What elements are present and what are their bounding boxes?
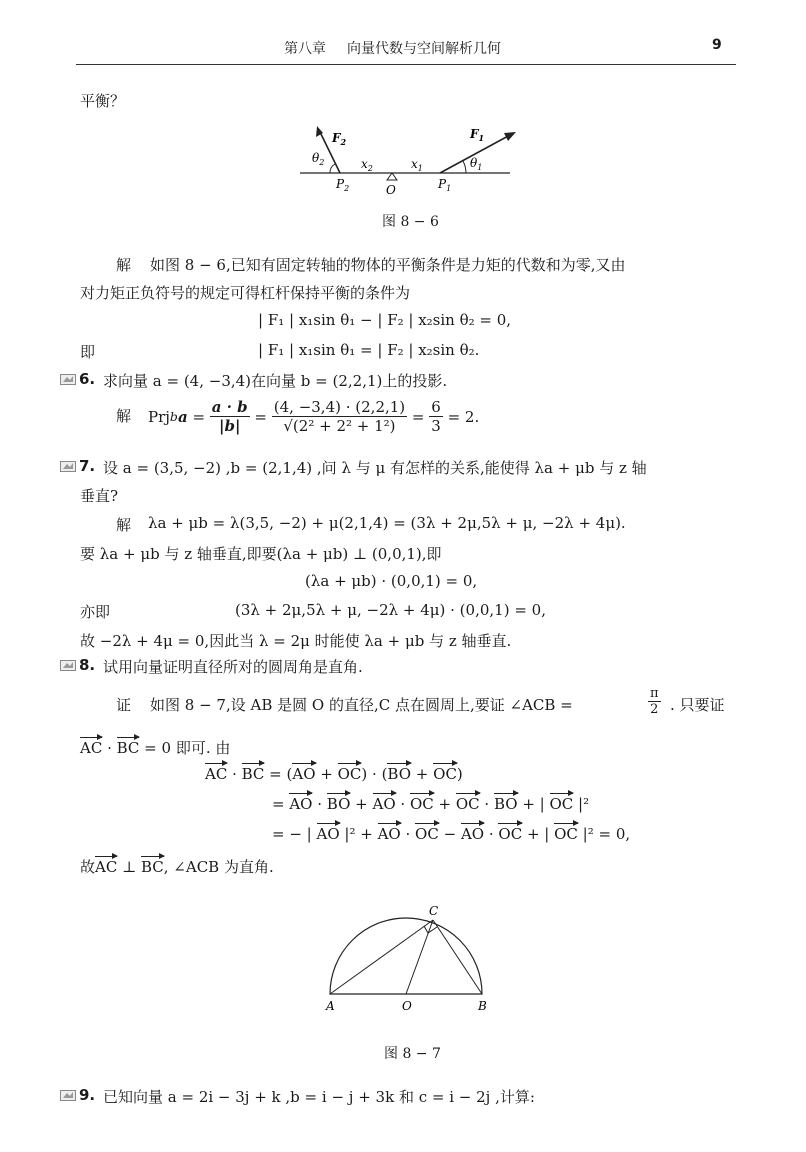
video-icon[interactable] — [60, 1090, 76, 1101]
force-f1-head — [504, 132, 516, 141]
figure-8-6-caption: 图 8 − 6 — [382, 214, 439, 230]
p7-number: 7. — [79, 457, 96, 475]
p7-line1: 设 a = (3,5, −2) ,b = (2,1,4) ,问 λ 与 μ 有怎样的关系,能使得 λa + μb 与 z 轴 — [103, 459, 647, 477]
p8-eq-a: AC · BC = (AO + OC) · (BO + OC) — [205, 765, 463, 783]
p8-eq-b: = AO · BO + AO · OC + OC · BO + | OC |² — [272, 795, 590, 813]
p6-sol-label: 解 — [116, 407, 132, 425]
p8-proof-line2: AC · BC = 0 即可. 由 — [80, 739, 231, 757]
p8-proof-line1: 如图 8 − 7,设 AB 是圆 O 的直径,C 点在圆周上,要证 ∠ACB = — [150, 696, 573, 714]
frac-ab: $\frac{a \cdot b}{|b|}$ — [211, 398, 248, 435]
header-rule — [76, 64, 736, 65]
theta1-arc — [463, 161, 466, 173]
semicircle — [330, 918, 482, 994]
theta2-arc — [330, 164, 335, 173]
label-x2: $x_2$ — [361, 157, 373, 173]
p7-eq-center: (λa + μb) · (0,0,1) = 0, — [305, 572, 478, 590]
chapter-label: 第八章 — [284, 41, 326, 57]
sol5-eq1: | F₁ | x₁sin θ₁ − | F₂ | x₂sin θ₂ = 0, — [258, 311, 512, 329]
chapter-title: 向量代数与空间解析几何 — [347, 41, 501, 57]
prj: Prj — [148, 407, 170, 426]
p7-line2: 垂直? — [80, 487, 119, 505]
p6-number: 6. — [79, 370, 96, 388]
sol5-ji: 即 — [80, 343, 96, 361]
label-O: O — [402, 999, 412, 1013]
pi-over-2: $\frac{\pi}{2}$ — [650, 686, 659, 717]
p8-proof-label: 证 — [116, 696, 132, 714]
frac-result: $\frac{6}{3}$ — [431, 398, 441, 435]
p7-eq-yiji: (3λ + 2μ,5λ + μ, −2λ + 4μ) · (0,0,1) = 0, — [235, 601, 546, 619]
label-theta2: $\theta_2$ — [312, 151, 325, 167]
pivot-triangle — [387, 173, 397, 180]
p7-conclusion: 故 −2λ + 4μ = 0,因此当 λ = 2μ 时能使 λa + μb 与 z 轴垂直. — [80, 632, 512, 650]
sol5-label: 解 — [116, 256, 132, 274]
label-P1: $P_1$ — [438, 177, 452, 193]
p7-yiji: 亦即 — [80, 603, 111, 621]
sol5-line1: 如图 8 − 6,已知有固定转轴的物体的平衡条件是力矩的代数和为零,又由 — [150, 256, 626, 274]
figure-8-7 — [318, 902, 498, 1014]
figure-8-7-caption: 图 8 − 7 — [384, 1046, 441, 1062]
label-C: C — [429, 904, 439, 918]
p8-proof-line1-end: . 只要证 — [670, 696, 725, 714]
page-number: 9 — [712, 37, 722, 53]
chord-AC — [330, 920, 433, 994]
frac-values: $\frac{(4, -3,4) \cdot (2,2,1)}{\text{√(2² + 2² + 1²)}}$ — [273, 398, 406, 435]
p7-sol-eq: λa + μb = λ(3,5, −2) + μ(2,1,4) = (3λ + 2μ,5λ + μ, −2λ + 4μ). — [148, 514, 626, 532]
p6-equation: Prj b a = $\frac{a \cdot b}{|b|}$ = $\frac{(4, -3,4) \cdot (2,2,1)}{\text{√(2² + 2² + 1²)}}$ = $\frac{6}{3}$ = 2. — [148, 398, 480, 435]
prj-a: a — [177, 407, 188, 426]
radius-OC — [406, 920, 433, 994]
label-O: O — [386, 183, 396, 197]
label-P2: $P_2$ — [336, 177, 350, 193]
p6-text: 求向量 a = (4, −3,4)在向量 b = (2,2,1)上的投影. — [103, 372, 448, 390]
label-F1: $F_1$ — [470, 127, 485, 143]
figure-8-6 — [290, 120, 520, 200]
chord-BC — [433, 920, 482, 994]
label-B: B — [478, 999, 487, 1013]
label-x1: $x_1$ — [411, 157, 423, 173]
p9-number: 9. — [79, 1086, 96, 1104]
p7-line3: 要 λa + μb 与 z 轴垂直,即要(λa + μb) ⊥ (0,0,1),即 — [80, 545, 442, 563]
label-theta1: $\theta_1$ — [470, 156, 483, 172]
sol5-eq2: | F₁ | x₁sin θ₁ = | F₂ | x₂sin θ₂. — [258, 341, 480, 359]
sol5-line2: 对力矩正负符号的规定可得杠杆保持平衡的条件为 — [80, 284, 411, 302]
p8-conclusion: 故AC ⊥ BC, ∠ACB 为直角. — [80, 858, 274, 876]
label-F2: $F_2$ — [332, 131, 347, 147]
prj-sub: b — [169, 409, 178, 424]
label-A: A — [326, 999, 335, 1013]
video-icon[interactable] — [60, 660, 76, 671]
p7-sol-label: 解 — [116, 516, 132, 534]
p8-text: 试用向量证明直径所对的圆周角是直角. — [103, 658, 363, 676]
intro-tail: 平衡？ — [80, 92, 126, 110]
p8-eq-c: = − | AO |² + AO · OC − AO · OC + | OC |² = 0, — [272, 825, 631, 843]
p8-number: 8. — [79, 656, 96, 674]
video-icon[interactable] — [60, 374, 76, 385]
p9-text: 已知向量 a = 2i − 3j + k ,b = i − j + 3k 和 c = i − 2j ,计算: — [103, 1088, 535, 1106]
video-icon[interactable] — [60, 461, 76, 472]
